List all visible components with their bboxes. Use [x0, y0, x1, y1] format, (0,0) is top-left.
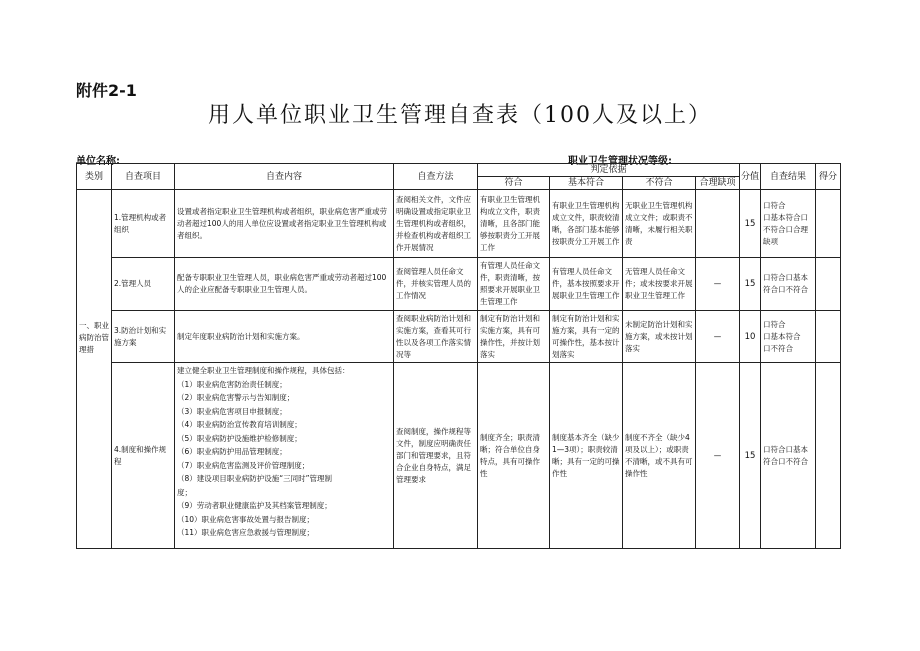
header-basic: 基本符合	[550, 177, 623, 190]
header-method: 自查方法	[394, 164, 478, 190]
status-grade-label: 职业卫生管理状况等级:	[568, 156, 672, 167]
content-list-item: （3）职业病危害项目申报制度；	[177, 406, 287, 416]
conform-cell: 有管理人员任命文件，职责清晰，按照要求开展职业卫生管理工作	[478, 258, 550, 311]
result-cell: 口符合口基本符合口不符合	[761, 363, 816, 549]
score-cell: 15	[740, 190, 761, 258]
conform-cell: 制定有防治计划和实施方案，具有可操作性，并按计划落实	[478, 311, 550, 363]
result-cell: 口符合 口基本符合口不符合口合理缺项	[761, 190, 816, 258]
points-cell	[816, 190, 841, 258]
missing-cell: —	[696, 363, 740, 549]
nonconform-cell: 无职业卫生管理机构成立文件；或职责不清晰，未履行相关职责	[623, 190, 696, 258]
content-list-item: （8）建设项目职业病防护设施“三同时”管理制	[177, 474, 333, 483]
item-cell: 4.制度和操作规程	[112, 363, 175, 549]
table-row	[77, 311, 841, 363]
result-cell: 口符合 口基本符合 口不符合	[761, 311, 816, 363]
header-item: 自查项目	[112, 164, 175, 190]
category-cell: 一、职业病防治管理措	[77, 190, 112, 549]
nonconform-cell: 未制定防治计划和实施方案，或未按计划落实	[623, 311, 696, 363]
points-cell	[816, 363, 841, 549]
table-row	[77, 363, 841, 549]
item-cell: 2.管理人员	[112, 258, 175, 311]
content-list-item: （2）职业病危害警示与告知制度；	[177, 393, 295, 402]
header-nonconform: 不符合	[623, 177, 696, 190]
basic-cell: 制度基本齐全（缺少1—3项）；职责较清晰；具有一定的可操作性	[550, 363, 623, 549]
content-list-item: （1）职业病危害防治责任制度；	[177, 379, 287, 389]
conform-cell: 制度齐全；职责清晰；符合单位自身特点，具有可操作性	[478, 363, 550, 549]
header-content: 自查内容	[175, 164, 394, 190]
score-cell: 15	[740, 258, 761, 311]
unit-name-label: 单位名称:	[76, 156, 120, 167]
score-cell: 15	[740, 363, 761, 549]
basic-cell: 制定有防治计划和实施方案，具有一定的可操作性，基本按计划落实	[550, 311, 623, 363]
content-list-item: （5）职业病防护设施维护检修制度；	[177, 433, 302, 443]
content-cell: 设置或者指定职业卫生管理机构或者组织，职业病危害严重或劳动者超过100人的用人单位应设置或者指定职业卫生管理机构或者组织。	[175, 190, 394, 258]
item-cell: 3.防治计划和实施方案	[112, 311, 175, 363]
table-row	[77, 258, 841, 311]
missing-cell	[696, 190, 740, 258]
header-points: 得分	[816, 164, 841, 190]
header-result: 自查结果	[761, 164, 816, 190]
item-cell: 1.管理机构或者组织	[112, 190, 175, 258]
basic-cell: 有管理人员任命文件，基本按照要求开展职业卫生管理工作	[550, 258, 623, 311]
result-cell: 口符合口基本符合口不符合	[761, 258, 816, 311]
points-cell	[816, 258, 841, 311]
content-list-item: （10）职业病危害事故处置与报告制度；	[177, 514, 315, 524]
content-cell: 配备专职职业卫生管理人员，职业病危害严重或劳动者超过100人的企业应配备专职职业卫生管理人员。	[175, 258, 394, 311]
content-list-item: （6）职业病防护用品管理制度；	[177, 447, 287, 456]
method-cell: 查阅制度，操作规程等文件，制度应明确责任部门和管理要求，且符合企业自身特点，满足管理要求	[394, 363, 478, 549]
header-reasonable-missing: 合理缺项	[696, 177, 740, 190]
missing-cell: —	[696, 258, 740, 311]
method-cell: 查阅职业病防治计划和实施方案，查看其可行性以及各项工作落实情况等	[394, 311, 478, 363]
content-intro: 建立健全职业卫生管理制度和操作规程，具体包括：	[177, 366, 350, 375]
page-title: 用人单位职业卫生管理自查表（100人及以上）	[208, 103, 712, 128]
method-cell: 查阅相关文件，文件应明确设置或指定职业卫生管理机构或者组织，并检查机构或者组织工作开展情况	[394, 190, 478, 258]
content-list-item: （7）职业病危害监测及评价管理制度；	[177, 460, 310, 470]
basic-cell: 有职业卫生管理机构成立文件，职责较清晰，各部门基本能够按职责分工开展工作	[550, 190, 623, 258]
content-list-item: （11）职业病危害应急救援与管理制度；	[177, 528, 315, 537]
content-cell: 制定年度职业病防治计划和实施方案。	[175, 311, 394, 363]
table-row	[77, 190, 841, 258]
self-check-table	[76, 163, 841, 549]
content-list-item: 度；	[177, 487, 192, 497]
nonconform-cell: 无管理人员任命文件；或未按要求开展职业卫生管理工作	[623, 258, 696, 311]
method-cell: 查阅管理人员任命文件，并核实管理人员的工作情况	[394, 258, 478, 311]
points-cell	[816, 311, 841, 363]
attachment-label: 附件2-1	[76, 81, 137, 100]
conform-cell: 有职业卫生管理机构成立文件，职责清晰，且各部门能够按职责分工开展工作	[478, 190, 550, 258]
header-conform: 符合	[478, 177, 550, 190]
nonconform-cell: 制度不齐全（缺少4项及以上）；或职责不清晰，或不具有可操作性	[623, 363, 696, 549]
content-cell	[175, 363, 394, 549]
header-category: 类别	[77, 164, 112, 190]
header-score: 分值	[740, 164, 761, 190]
header-basis: 判定依据	[478, 164, 740, 177]
content-list-item: （9）劳动者职业健康监护及其档案管理制度；	[177, 501, 332, 510]
score-cell: 10	[740, 311, 761, 363]
missing-cell: —	[696, 311, 740, 363]
content-list-item: （4）职业病防治宣传教育培训制度；	[177, 420, 302, 429]
